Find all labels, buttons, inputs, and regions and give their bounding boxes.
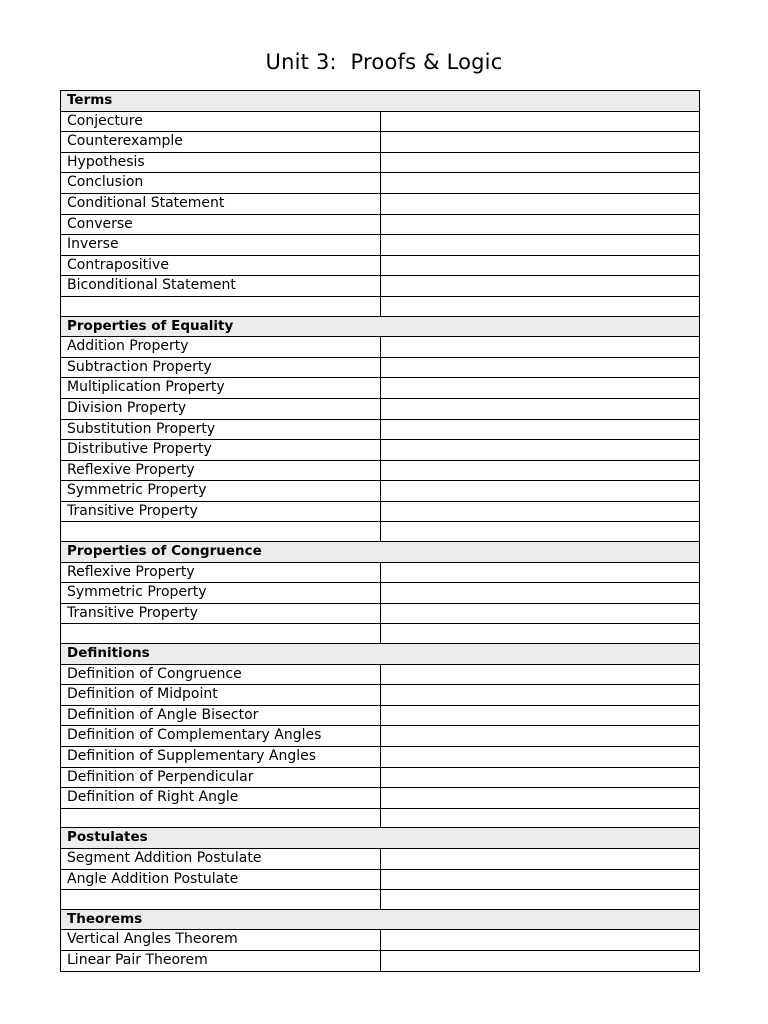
definition-cell[interactable] [380,357,700,378]
section-heading: Properties of Congruence [61,542,700,563]
section-heading: Postulates [61,828,700,849]
table-row [61,419,700,440]
definition-cell[interactable] [380,276,700,297]
definition-cell[interactable] [380,726,700,747]
section-header-row [61,828,700,849]
definition-cell[interactable] [380,440,700,461]
blank-definition-cell[interactable] [380,624,700,644]
term-cell: Distributive Property [61,440,381,461]
definition-cell[interactable] [380,235,700,256]
definition-cell[interactable] [380,255,700,276]
term-cell: Angle Addition Postulate [61,869,381,890]
blank-definition-cell[interactable] [380,296,700,316]
table-row [61,950,700,971]
page-title: Unit 3: Proofs & Logic [265,50,503,74]
blank-row [61,808,700,828]
table-row [61,848,700,869]
table-row [61,869,700,890]
section-header-row [61,91,700,112]
table-row [61,111,700,132]
term-cell: Substitution Property [61,419,381,440]
term-cell: Subtraction Property [61,357,381,378]
blank-row [61,890,700,910]
table-row [61,398,700,419]
definition-cell[interactable] [380,398,700,419]
term-cell: Definition of Perpendicular [61,767,381,788]
table-row [61,378,700,399]
term-cell: Symmetric Property [61,583,381,604]
definition-cell[interactable] [380,950,700,971]
term-cell: Multiplication Property [61,378,381,399]
blank-term-cell[interactable] [61,522,381,542]
table-row [61,501,700,522]
definition-cell[interactable] [380,419,700,440]
blank-definition-cell[interactable] [380,808,700,828]
term-cell: Division Property [61,398,381,419]
table-row [61,214,700,235]
table-row [61,255,700,276]
term-cell: Definition of Supplementary Angles [61,747,381,768]
term-cell: Conjecture [61,111,381,132]
term-cell: Converse [61,214,381,235]
term-cell: Vertical Angles Theorem [61,930,381,951]
term-cell: Segment Addition Postulate [61,848,381,869]
table-row [61,173,700,194]
definition-cell[interactable] [380,603,700,624]
table-row [61,664,700,685]
definition-cell[interactable] [380,767,700,788]
blank-row [61,624,700,644]
definition-cell[interactable] [380,685,700,706]
definition-cell[interactable] [380,193,700,214]
section-header-row [61,909,700,930]
definition-cell[interactable] [380,562,700,583]
term-cell: Addition Property [61,337,381,358]
definition-cell[interactable] [380,869,700,890]
term-cell: Inverse [61,235,381,256]
definition-cell[interactable] [380,337,700,358]
definition-cell[interactable] [380,460,700,481]
section-heading: Properties of Equality [61,316,700,337]
term-cell: Conclusion [61,173,381,194]
section-heading: Theorems [61,909,700,930]
table-row [61,747,700,768]
term-cell: Definition of Complementary Angles [61,726,381,747]
table-row [61,705,700,726]
table-row [61,767,700,788]
table-row [61,460,700,481]
table-row [61,235,700,256]
definition-cell[interactable] [380,583,700,604]
section-header-row [61,644,700,665]
table-row [61,440,700,461]
blank-term-cell[interactable] [61,624,381,644]
term-cell: Definition of Right Angle [61,788,381,809]
vocabulary-table-body [61,91,700,972]
table-row [61,337,700,358]
definition-cell[interactable] [380,747,700,768]
term-cell: Contrapositive [61,255,381,276]
blank-row [61,522,700,542]
term-cell: Symmetric Property [61,481,381,502]
table-row [61,276,700,297]
term-cell: Definition of Angle Bisector [61,705,381,726]
table-row [61,481,700,502]
term-cell: Definition of Midpoint [61,685,381,706]
section-header-row [61,542,700,563]
definition-cell[interactable] [380,705,700,726]
definition-cell[interactable] [380,848,700,869]
definition-cell[interactable] [380,501,700,522]
definition-cell[interactable] [380,664,700,685]
term-cell: Reflexive Property [61,562,381,583]
blank-row [61,296,700,316]
table-row [61,152,700,173]
table-row [61,132,700,153]
section-heading: Terms [61,91,700,112]
definition-cell[interactable] [380,378,700,399]
term-cell: Definition of Congruence [61,664,381,685]
blank-definition-cell[interactable] [380,522,700,542]
term-cell: Reflexive Property [61,460,381,481]
section-heading: Definitions [61,644,700,665]
table-row [61,583,700,604]
table-row [61,357,700,378]
blank-term-cell[interactable] [61,890,381,910]
term-cell: Hypothesis [61,152,381,173]
table-row [61,603,700,624]
section-header-row [61,316,700,337]
table-row [61,788,700,809]
term-cell: Biconditional Statement [61,276,381,297]
table-row [61,685,700,706]
table-row [61,726,700,747]
blank-term-cell[interactable] [61,296,381,316]
table-row [61,193,700,214]
definition-cell[interactable] [380,788,700,809]
blank-definition-cell[interactable] [380,890,700,910]
term-cell: Transitive Property [61,603,381,624]
definition-cell[interactable] [380,132,700,153]
table-row [61,562,700,583]
term-cell: Linear Pair Theorem [61,950,381,971]
definition-cell[interactable] [380,152,700,173]
blank-term-cell[interactable] [61,808,381,828]
vocabulary-table [60,90,700,972]
definition-cell[interactable] [380,930,700,951]
definition-cell[interactable] [380,481,700,502]
term-cell: Conditional Statement [61,193,381,214]
term-cell: Transitive Property [61,501,381,522]
term-cell: Counterexample [61,132,381,153]
table-row [61,930,700,951]
definition-cell[interactable] [380,173,700,194]
definition-cell[interactable] [380,214,700,235]
definition-cell[interactable] [380,111,700,132]
